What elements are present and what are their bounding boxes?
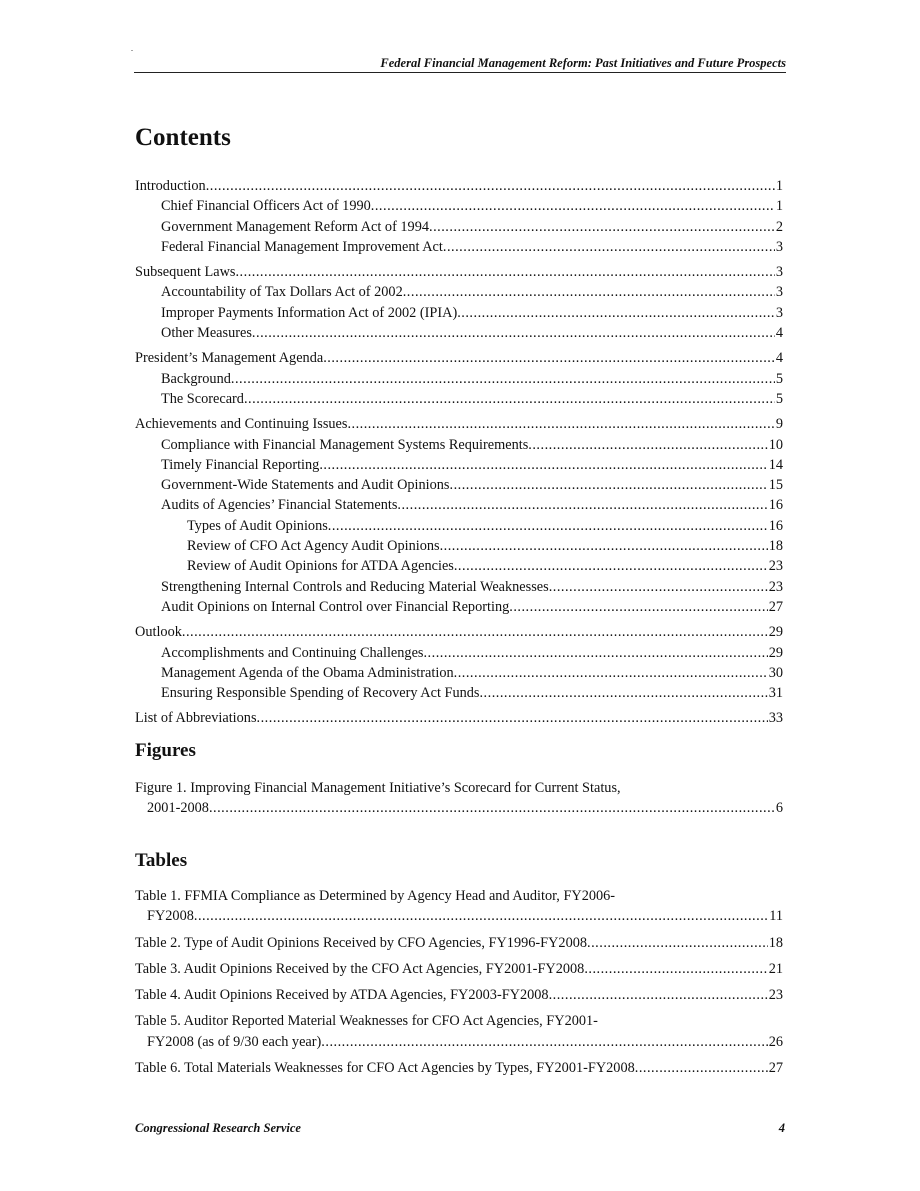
toc-entry-page: 18: [768, 934, 783, 951]
toc-entry[interactable]: [135, 455, 783, 475]
toc-entry-page: 2: [775, 218, 783, 235]
toc-entry-page: 29: [768, 624, 783, 641]
dot-leader: [549, 577, 768, 597]
toc-entry-label: Audits of Agencies’ Financial Statements: [161, 497, 398, 514]
toc-entry[interactable]: [135, 176, 783, 196]
toc-entry[interactable]: [135, 683, 783, 703]
toc-entry[interactable]: [135, 303, 783, 323]
toc-entry-page: 31: [768, 685, 783, 702]
toc-entry-label: Subsequent Laws: [135, 264, 236, 281]
dot-leader: [328, 516, 768, 536]
toc-entry[interactable]: [135, 262, 783, 282]
toc-entry-page: 5: [775, 390, 783, 407]
dot-leader: [252, 323, 775, 343]
toc-entry-label: Table 3. Audit Opinions Received by the CFO Act Agencies, FY2001-FY2008: [135, 960, 585, 977]
toc-entry-page: 10: [768, 436, 783, 453]
figures-list: [135, 778, 783, 819]
contents-heading: Contents: [135, 124, 231, 151]
toc-entry-label: Achievements and Continuing Issues: [135, 416, 348, 433]
dot-leader: [454, 556, 768, 576]
toc-entry-page: 11: [769, 908, 783, 925]
dot-leader: [443, 237, 775, 257]
toc-entry-page: 4: [775, 325, 783, 342]
toc-entry-page: 18: [768, 538, 783, 555]
toc-entry[interactable]: [135, 475, 783, 495]
dot-leader: [321, 1032, 767, 1052]
toc-entry[interactable]: [135, 556, 783, 576]
dot-leader: [584, 959, 767, 979]
toc-entry[interactable]: [135, 597, 783, 617]
toc-entry-page: 1: [775, 178, 783, 194]
toc-entry-page: 29: [768, 644, 783, 661]
toc-entry-label: Figure 1. Improving Financial Management Initiative’s Scorecard for Current Status,: [135, 780, 621, 796]
toc-entry[interactable]: [135, 643, 783, 663]
toc-entry-page: 16: [768, 497, 783, 514]
toc-entry[interactable]: [135, 778, 783, 819]
dot-leader: [371, 196, 775, 216]
toc-entry-label: Strengthening Internal Controls and Reducing Material Weaknesses: [161, 578, 549, 595]
toc-entry-label: Chief Financial Officers Act of 1990: [161, 198, 371, 215]
dot-leader: [209, 798, 775, 818]
dot-leader: [423, 643, 767, 663]
toc-entry-label: Management Agenda of the Obama Administration: [161, 664, 454, 681]
dot-leader: [182, 622, 768, 642]
dot-leader: [194, 906, 768, 926]
toc-entry[interactable]: [135, 495, 783, 515]
toc-entry-label: Ensuring Responsible Spending of Recovery Act Funds: [161, 685, 480, 702]
tables-list: [135, 886, 783, 1078]
toc-entry-label: Government Management Reform Act of 1994: [161, 218, 429, 235]
toc-entry-page: 23: [768, 558, 783, 575]
toc-entry-page: 3: [775, 284, 783, 301]
toc-entry-page: 26: [768, 1033, 783, 1050]
toc-entry[interactable]: [135, 217, 783, 237]
toc-entry-page: 6: [775, 800, 783, 817]
toc-entry[interactable]: [135, 708, 783, 728]
dot-leader: [235, 262, 774, 282]
toc-entry-page: 9: [775, 416, 783, 433]
toc-entry-label: Outlook: [135, 624, 182, 641]
dot-leader: [257, 708, 768, 728]
toc-entry[interactable]: [135, 516, 783, 536]
toc-entry-continuation: [135, 906, 783, 926]
toc-entry-page: 3: [775, 264, 783, 281]
dot-leader: [635, 1058, 768, 1078]
dot-leader: [244, 389, 775, 409]
toc-entry-label: Table 4. Audit Opinions Received by ATDA Agencies, FY2003-FY2008: [135, 987, 549, 1004]
dot-leader: [206, 176, 775, 196]
toc-entry-page: 1: [775, 198, 783, 215]
toc-entry[interactable]: [135, 348, 783, 368]
toc-entry-label: Improper Payments Information Act of 2002 (IPIA): [161, 304, 458, 321]
toc-entry-label: FY2008 (as of 9/30 each year): [147, 1033, 322, 1050]
toc-entry-label: Introduction: [135, 178, 206, 194]
toc-entry-page: 3: [775, 238, 783, 255]
toc-entry-page: 27: [768, 598, 783, 615]
toc-entry-label: Audit Opinions on Internal Control over Financial Reporting: [161, 598, 510, 615]
toc-entry-page: 15: [768, 477, 783, 494]
footer: [135, 1121, 785, 1136]
toc-entry[interactable]: [135, 577, 783, 597]
toc-entry[interactable]: [135, 536, 783, 556]
dot-leader: [454, 663, 768, 683]
toc-entry-label: Background: [161, 370, 231, 387]
toc-entry[interactable]: [135, 1058, 783, 1078]
toc-entry-label: 2001-2008: [147, 800, 209, 817]
toc-entry-label: President’s Management Agenda: [135, 350, 324, 367]
dot-leader: [457, 303, 775, 323]
dot-leader: [450, 475, 768, 495]
toc-entry[interactable]: [135, 323, 783, 343]
toc-entry[interactable]: [135, 237, 783, 257]
dot-leader: [509, 597, 767, 617]
dot-leader: [231, 369, 775, 389]
toc-entry-page: 27: [768, 1060, 783, 1077]
dot-leader: [323, 348, 775, 368]
toc-entry-label: Compliance with Financial Management Systems Requirements: [161, 436, 529, 453]
toc-entry[interactable]: [135, 663, 783, 683]
toc-entry-label: Accomplishments and Continuing Challenges: [161, 644, 424, 661]
dot-leader: [319, 455, 767, 475]
toc-entry-page: 14: [768, 456, 783, 473]
toc-entry-page: 30: [768, 664, 783, 681]
dot-leader: [397, 495, 767, 515]
toc-entry[interactable]: [135, 435, 783, 455]
dot-leader: [347, 414, 774, 434]
dot-leader: [429, 217, 775, 237]
toc-entry[interactable]: [135, 196, 783, 216]
toc-entry-label: FY2008: [147, 908, 194, 925]
toc-entry-label: Timely Financial Reporting: [161, 456, 320, 473]
toc-entry[interactable]: [135, 414, 783, 434]
toc-entry-label: Table 2. Type of Audit Opinions Received by CFO Agencies, FY1996-FY2008: [135, 934, 588, 951]
toc-entry[interactable]: [135, 622, 783, 642]
toc-entry-page: 4: [775, 350, 783, 367]
tables-heading: Tables: [135, 850, 188, 871]
toc-entry-page: 21: [768, 960, 783, 977]
toc-entry-label: Types of Audit Opinions: [187, 517, 328, 534]
toc-entry-label: Accountability of Tax Dollars Act of 2002: [161, 284, 403, 301]
toc-entry[interactable]: [135, 389, 783, 409]
toc-entry-label: Federal Financial Management Improvement Act: [161, 238, 443, 255]
dot-leader: [479, 683, 767, 703]
footer-page-number: 4: [778, 1121, 785, 1135]
toc-entry-label: List of Abbreviations: [135, 710, 257, 727]
toc-entry[interactable]: [135, 282, 783, 302]
toc-entry[interactable]: [135, 886, 783, 927]
toc-entry-label: Table 6. Total Materials Weaknesses for CFO Act Agencies by Types, FY2001-FY2008: [135, 1060, 635, 1077]
toc-entry-label: Other Measures: [161, 325, 252, 342]
toc-entry-label: Table 5. Auditor Reported Material Weaknesses for CFO Act Agencies, FY2001-: [135, 1013, 598, 1030]
toc-entry-label: Review of Audit Opinions for ATDA Agencies: [187, 558, 454, 575]
footer-source: Congressional Research Service: [135, 1121, 301, 1135]
toc-entry-page: 33: [768, 710, 783, 727]
dot-leader: [403, 282, 775, 302]
toc-entry-continuation: [135, 1032, 783, 1052]
toc-entry[interactable]: [135, 1011, 783, 1052]
dot-leader: [440, 536, 768, 556]
toc-entry-page: 5: [775, 370, 783, 387]
toc-entry-page: 3: [775, 304, 783, 321]
toc-entry[interactable]: [135, 933, 783, 953]
toc-entry-label: Government-Wide Statements and Audit Opinions: [161, 477, 450, 494]
toc-entry-page: 23: [768, 578, 783, 595]
toc-entry-continuation: [135, 798, 783, 818]
stray-mark: .: [131, 44, 133, 53]
toc-entry-label: Table 1. FFMIA Compliance as Determined by Agency Head and Auditor, FY2006-: [135, 888, 616, 904]
dot-leader: [528, 435, 767, 455]
dot-leader: [587, 933, 768, 953]
dot-leader: [549, 985, 768, 1005]
toc-entry[interactable]: [135, 959, 783, 979]
toc-entry-page: 23: [768, 987, 783, 1004]
toc-entry[interactable]: [135, 369, 783, 389]
toc-entry-page: 16: [768, 517, 783, 534]
toc-entry[interactable]: [135, 985, 783, 1005]
figures-heading: Figures: [135, 740, 196, 761]
toc-entry-label: The Scorecard: [161, 390, 244, 407]
toc-entry-label: Review of CFO Act Agency Audit Opinions: [187, 538, 440, 555]
contents-list: [135, 176, 783, 729]
running-header: Federal Financial Management Reform: Past Initiatives and Future Prospects: [134, 56, 786, 73]
